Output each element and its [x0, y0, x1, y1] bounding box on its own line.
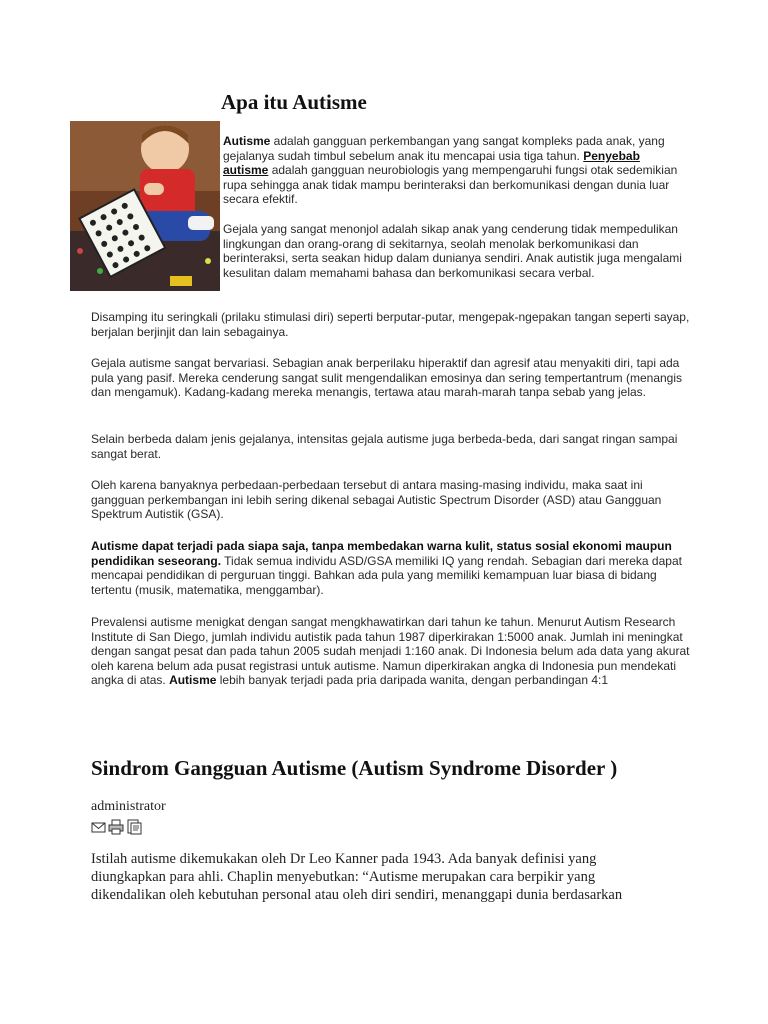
paragraph-anyone [91, 539, 691, 597]
child-photo [70, 121, 220, 291]
definition-text: adalah gangguan perkembangan yang sangat kompleks pada anak, yang gejalanya sudah timbul sebelum anak itu mencapai usia tiga tahun. [223, 134, 665, 163]
paragraph-intensity: Selain berbeda dalam jenis gejalanya, intensitas gejala autisme juga berbeda-beda, dari sangat ringan sampai sangat berat. [91, 432, 678, 461]
email-icon[interactable] [91, 819, 106, 835]
penyebab-autisme-link[interactable]: Penyebab autisme [223, 148, 640, 178]
term-autisme-2: Autisme [169, 673, 217, 688]
section-title: Sindrom Gangguan Autisme (Autism Syndrome Disorder ) [91, 756, 618, 780]
paragraph-self-stimulation: Disamping itu seringkali (prilaku stimulasi diri) seperti berputar-putar, mengepak-ngepakan tangan seperti sayap, berjalan berjinjit dan lain sebagainya. [91, 310, 690, 339]
pdf-icon[interactable] [126, 819, 142, 835]
bold-statement: Autisme dapat terjadi pada siapa saja, tanpa membedakan warna kulit, status sosial ekonomi maupun pendidikan seseorang. [91, 539, 672, 568]
prevalence-text: Prevalensi autisme menigkat dengan sangat mengkhawatirkan dari tahun ke tahun. Menurut Autism Research Institute di San Diego, jumlah individu autistik pada tahun 1987 diperkirakan 1:5000 anak. Jumlah ini meningkat dengan sangat pesat dan pada tahun 2005 sudah menjadi 1:160 anak. Di Indonesia belum ada data yang akurat oleh karena belum ada pusat registrasi untuk autisme. Namun diperkirakan angka di Indonesia pun mendekati angka di atas. [91, 615, 690, 688]
page-title: Apa itu Autisme [221, 90, 367, 114]
section-body: Istilah autisme dikemukakan oleh Dr Leo Kanner pada 1943. Ada banyak definisi yang diungkapkan para ahli. Chaplin menyebutkan: “Autisme merupakan cara berpikir yang dikendalikan oleh kebutuhan personal atau oleh diri sendiri, menanggapi dunia berdasarkan [91, 851, 623, 903]
iq-text: Tidak semua individu ASD/GSA memiliki IQ yang rendah. Sebagian dari mereka dapat mencapai pendidikan di perguruan tinggi. Bahkan ada pula yang memiliki kemampuan luar biasa di bidang tertentu (musik, matematika, menggambar). [91, 553, 682, 597]
paragraph-definition [223, 134, 683, 207]
paragraph-variation: Gejala autisme sangat bervariasi. Sebagian anak berperilaku hiperaktif dan agresif atau menyakiti diri, tapi ada pula yang pasif. Mereka cenderung sangat sulit mengendalikan emosinya dan sering tempertantrum (menangis dan mengamuk). Kadang-kadang mereka menangis, tertawa atau marah-marah tanpa sebab yang jelas. [91, 356, 683, 400]
paragraph-asd: Oleh karena banyaknya perbedaan-perbedaan tersebut di antara masing-masing individu, maka saat ini gangguan perkembangan ini lebih sering dikenal sebagai Autistic Spectrum Disorder (ASD) atau Gangguan Spektrum Autistik (GSA). [91, 478, 662, 522]
article-tools [91, 819, 142, 835]
child-photo-illustration [70, 121, 220, 291]
cause-text: adalah gangguan neurobiologis yang mempengaruhi fungsi otak sedemikian rupa sehingga anak tidak mampu berinteraksi dan berkomunikasi dengan dunia luar secara efektif. [223, 163, 678, 207]
author-name: administrator [91, 799, 166, 814]
paragraph-symptoms: Gejala yang sangat menonjol adalah sikap anak yang cenderung tidak mempedulikan lingkungan dan orang-orang di sekitarnya, seolah menolak berkomunikasi dan berinteraksi, serta seakan hidup dalam dunianya sendiri. Anak autistik juga mengalami kesulitan dalam memahami bahasa dan berkomunikasi secara verbal. [223, 222, 682, 280]
paragraph-prevalence [91, 615, 691, 688]
ratio-text: lebih banyak terjadi pada pria daripada wanita, dengan perbandingan 4:1 [216, 673, 609, 688]
term-autisme: Autisme [223, 134, 271, 148]
print-icon[interactable] [108, 819, 124, 835]
